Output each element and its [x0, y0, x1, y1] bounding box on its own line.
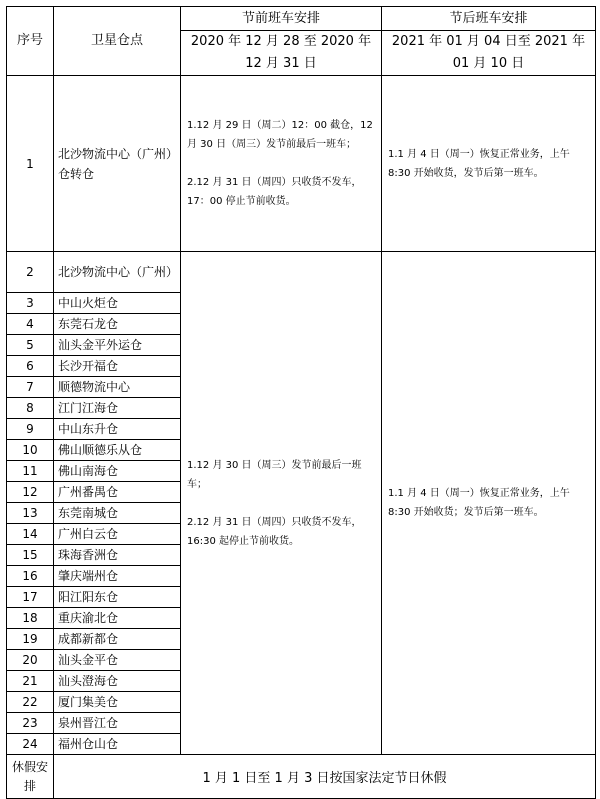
holiday-row	[7, 755, 596, 799]
header-row	[7, 7, 596, 31]
warehouse-name: 东莞南城仓	[54, 503, 181, 524]
holiday-label: 休假安排	[7, 755, 54, 799]
warehouse-name: 中山火炬仓	[54, 293, 181, 314]
row-number: 6	[7, 356, 54, 377]
schedule-table	[6, 6, 596, 799]
group2-after-schedule: 1.1 月 4 日（周一）恢复正常业务，上午 8:30 开始收货；发节后第一班车。	[382, 252, 596, 755]
warehouse-name: 珠海香洲仓	[54, 545, 181, 566]
warehouse-name: 北沙物流中心（广州）	[54, 252, 181, 293]
row-number: 7	[7, 377, 54, 398]
after-date-range: 2021 年 01 月 04 日至 2021 年 01 月 10 日	[382, 31, 596, 76]
group2-before-item-2: 2.12 月 31 日（周四）只收货不发车，16:30 起停止节前收货。	[187, 516, 362, 547]
warehouse-name: 长沙开福仓	[54, 356, 181, 377]
row-number: 21	[7, 671, 54, 692]
warehouse-name: 肇庆端州仓	[54, 566, 181, 587]
row-number: 13	[7, 503, 54, 524]
warehouse-name: 厦门集美仓	[54, 692, 181, 713]
row-number: 24	[7, 734, 54, 755]
before-header: 节前班车安排	[181, 7, 382, 31]
row-number: 5	[7, 335, 54, 356]
row-number: 3	[7, 293, 54, 314]
warehouse-name: 汕头金平外运仓	[54, 335, 181, 356]
row-number: 17	[7, 587, 54, 608]
warehouse-name: 汕头金平仓	[54, 650, 181, 671]
warehouse-name: 中山东升仓	[54, 419, 181, 440]
table-row	[7, 76, 596, 252]
table-row	[7, 252, 596, 293]
row-number: 4	[7, 314, 54, 335]
holiday-text: 1 月 1 日至 1 月 3 日按国家法定节日休假	[54, 755, 596, 799]
row-number: 10	[7, 440, 54, 461]
warehouse-name: 江门江海仓	[54, 398, 181, 419]
warehouse-name: 东莞石龙仓	[54, 314, 181, 335]
warehouse-name: 成都新都仓	[54, 629, 181, 650]
row-number: 20	[7, 650, 54, 671]
group1-before-schedule	[181, 76, 382, 252]
row-number: 11	[7, 461, 54, 482]
row-number: 23	[7, 713, 54, 734]
group1-before-item-1: 1.12 月 29 日（周二）12：00 截仓，12 月 30 日（周三）发节前最后一班车；	[187, 120, 373, 150]
row-number: 22	[7, 692, 54, 713]
row-number: 18	[7, 608, 54, 629]
warehouse-name: 重庆渝北仓	[54, 608, 181, 629]
warehouse-name: 福州仓山仓	[54, 734, 181, 755]
warehouse-name: 广州白云仓	[54, 524, 181, 545]
row-number: 1	[7, 76, 54, 252]
row-number: 19	[7, 629, 54, 650]
row-number: 16	[7, 566, 54, 587]
warehouse-name: 汕头澄海仓	[54, 671, 181, 692]
warehouse-name: 广州番禺仓	[54, 482, 181, 503]
warehouse-name: 顺德物流中心	[54, 377, 181, 398]
warehouse-name: 佛山顺德乐从仓	[54, 440, 181, 461]
row-number: 12	[7, 482, 54, 503]
group1-before-item-2: 2.12 月 31 日（周四）只收货不发车，17：00 停止节前收货。	[187, 177, 362, 207]
row-number: 8	[7, 398, 54, 419]
group2-before-schedule	[181, 252, 382, 755]
warehouse-name: 佛山南海仓	[54, 461, 181, 482]
warehouse-header: 卫星仓点	[54, 7, 181, 76]
row-number: 14	[7, 524, 54, 545]
group2-before-item-1: 1.12 月 30 日（周三）发节前最后一班车；	[187, 459, 362, 490]
row-number: 2	[7, 252, 54, 293]
group1-after-schedule: 1.1 月 4 日（周一）恢复正常业务，上午 8:30 开始收货，发节后第一班车。	[382, 76, 596, 252]
seq-header: 序号	[7, 7, 54, 76]
before-date-range: 2020 年 12 月 28 至 2020 年 12 月 31 日	[181, 31, 382, 76]
warehouse-name: 阳江阳东仓	[54, 587, 181, 608]
row-number: 9	[7, 419, 54, 440]
warehouse-name: 北沙物流中心（广州）仓转仓	[54, 76, 181, 252]
warehouse-name: 泉州晋江仓	[54, 713, 181, 734]
row-number: 15	[7, 545, 54, 566]
after-header: 节后班车安排	[382, 7, 596, 31]
